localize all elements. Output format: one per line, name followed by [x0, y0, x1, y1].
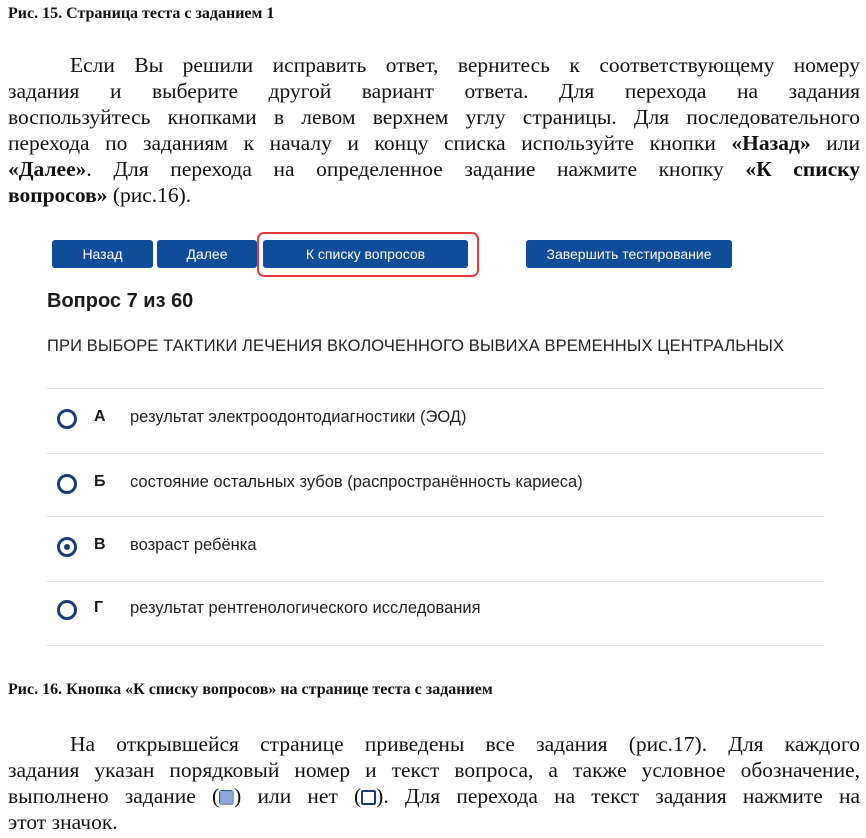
question-title: Вопрос 7 из 60: [47, 290, 194, 312]
answer-option-a[interactable]: [47, 391, 824, 453]
text-run: ) или нет (: [234, 784, 362, 808]
radio-button[interactable]: [57, 409, 77, 429]
paragraph-line: Если Вы решили исправить ответ, вернитесь к соответствующему номеру: [70, 53, 860, 77]
option-letter: А: [94, 408, 106, 425]
text-run: ). Для перехода на текст задания нажмите на: [376, 784, 860, 808]
answer-option-v[interactable]: [47, 519, 824, 581]
bold-term-list-cont: вопросов»: [8, 183, 108, 207]
divider: [47, 516, 824, 517]
radio-button-selected[interactable]: [57, 537, 77, 557]
option-text: состояние остальных зубов (распространённость кариеса): [130, 473, 583, 491]
paragraph-line: задания указан порядковый номер и текст вопроса, а также условное обозначение,: [8, 758, 860, 782]
text-run: . Для перехода на определенное задание нажмите кнопку: [86, 157, 746, 181]
paragraph-line: воспользуйтесь кнопками в левом верхнем углу страницы. Для последовательного: [8, 105, 860, 129]
uncompleted-task-icon: [361, 790, 376, 805]
radio-button[interactable]: [57, 600, 77, 620]
option-letter: Г: [94, 599, 104, 616]
option-text: результат рентгенологического исследования: [130, 599, 481, 617]
option-letter: Б: [94, 473, 106, 490]
paragraph-line: [8, 182, 860, 208]
text-run: перехода по заданиям к началу и концу списка используйте кнопки: [8, 131, 732, 155]
paragraph-line: [8, 130, 860, 156]
back-button[interactable]: Назад: [52, 240, 153, 268]
radio-button[interactable]: [57, 474, 77, 494]
option-letter: В: [94, 536, 106, 553]
bold-term-list: «К списку: [745, 157, 860, 181]
instruction-paragraph-1: [8, 52, 860, 208]
answer-option-g[interactable]: [47, 582, 824, 644]
question-text: ПРИ ВЫБОРЕ ТАКТИКИ ЛЕЧЕНИЯ ВКОЛОЧЕННОГО ВЫВИХА ВРЕМЕННЫХ ЦЕНТРАЛЬНЫХ: [47, 337, 785, 355]
figure-15-caption: Рис. 15. Страница теста с заданием 1: [8, 5, 275, 22]
divider: [47, 645, 824, 646]
answer-option-b[interactable]: [47, 456, 824, 518]
paragraph-line: [8, 156, 860, 182]
text-run: или: [810, 131, 860, 155]
option-text: возраст ребёнка: [130, 536, 257, 554]
paragraph-line: [8, 783, 860, 809]
question-list-button[interactable]: К списку вопросов: [263, 240, 468, 268]
text-run: выполнено задание (: [8, 784, 220, 808]
text-run: (рис.16).: [107, 183, 192, 207]
bold-term-next: «Далее»: [8, 157, 87, 181]
next-button[interactable]: Далее: [157, 240, 257, 268]
bold-term-back: «Назад»: [731, 131, 811, 155]
scan-artifact: [220, 791, 234, 805]
option-text: результат электроодонтодиагностики (ЭОД): [130, 408, 467, 426]
divider: [47, 453, 824, 454]
paragraph-line: задания и выберите другой вариант ответа. Для перехода на задания: [8, 79, 860, 103]
figure-16-caption: Рис. 16. Кнопка «К списку вопросов» на странице теста с заданием: [8, 681, 493, 698]
instruction-paragraph-2: [8, 731, 860, 835]
finish-test-button[interactable]: Завершить тестирование: [526, 240, 732, 268]
divider: [47, 388, 824, 389]
paragraph-line: этот значок.: [8, 810, 118, 834]
paragraph-line: На открывшейся странице приведены все задания (рис.17). Для каждого: [70, 732, 860, 756]
